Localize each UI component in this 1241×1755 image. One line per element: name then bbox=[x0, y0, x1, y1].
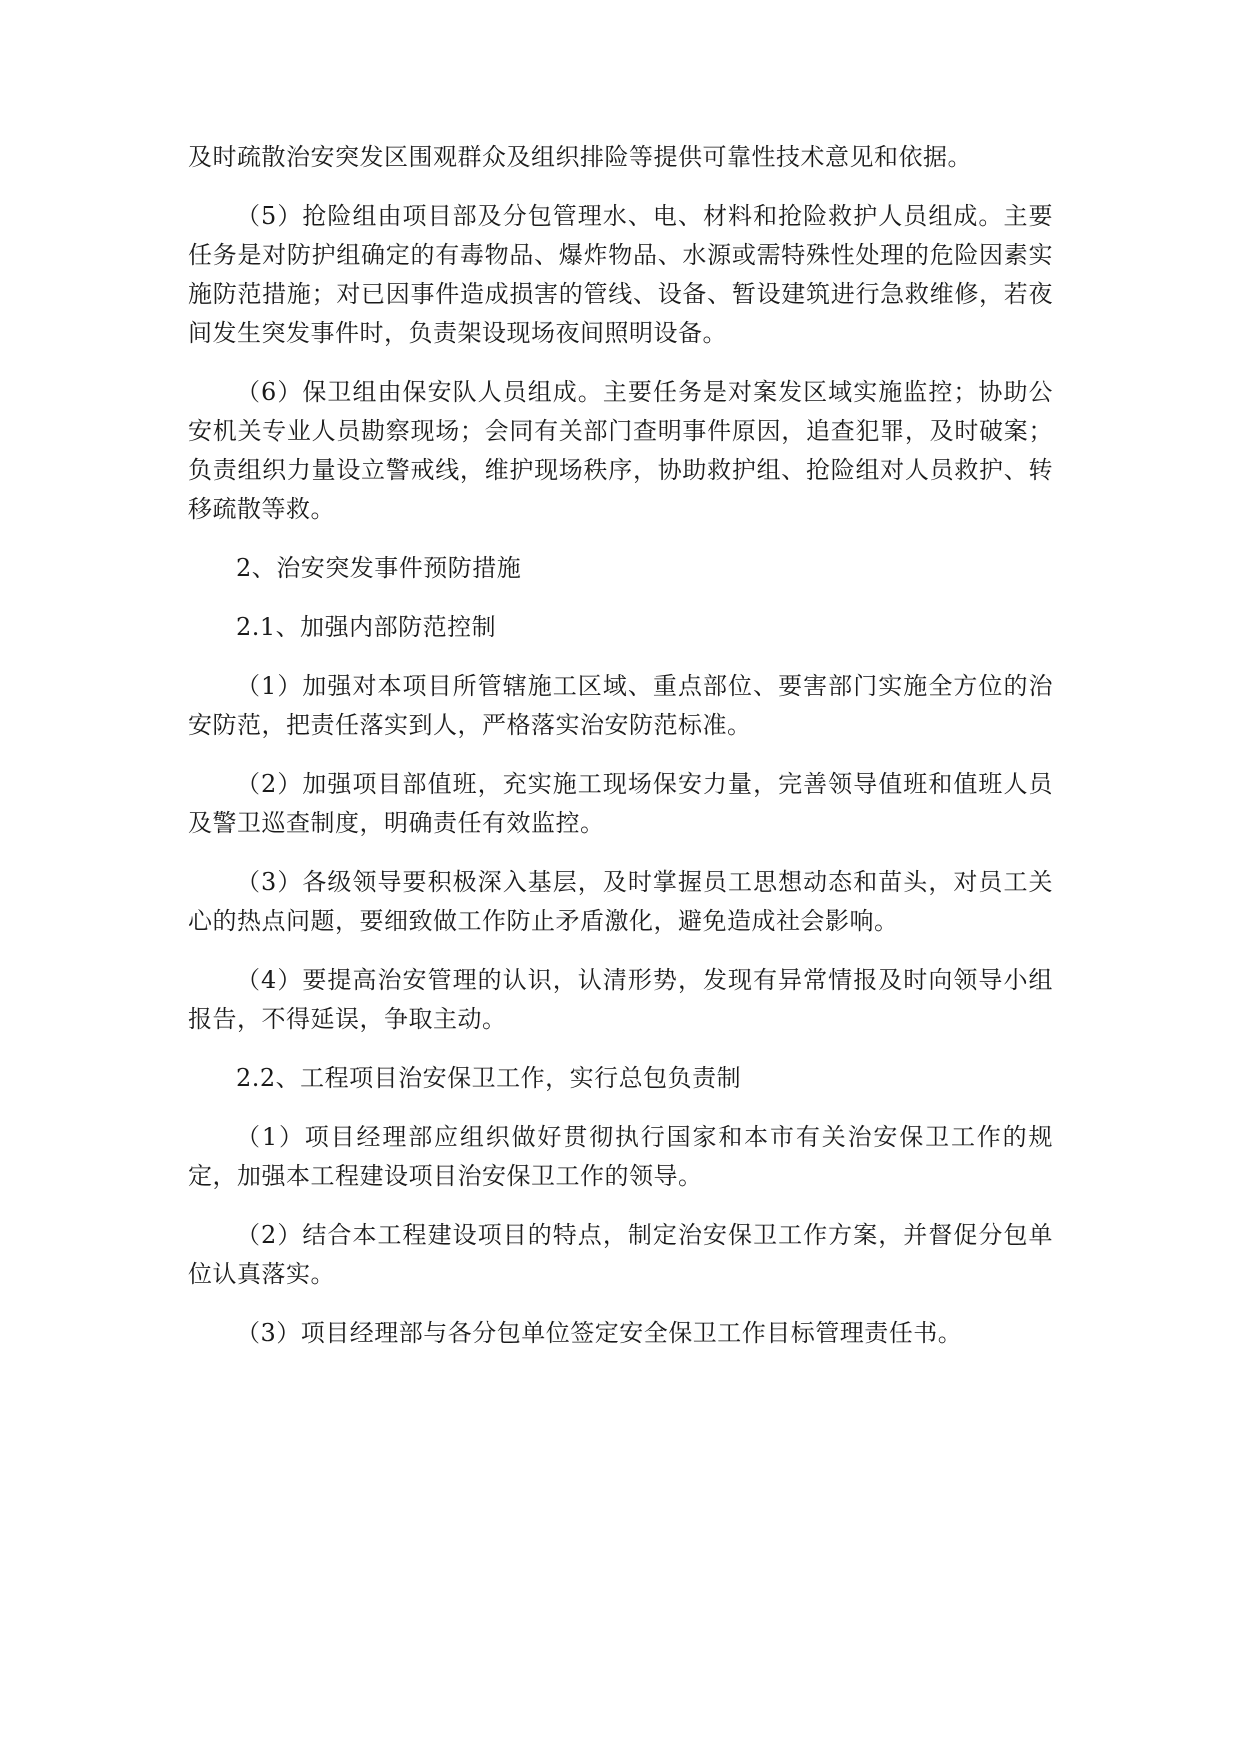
paragraph-2-2-item-2: （2）结合本工程建设项目的特点，制定治安保卫工作方案，并督促分包单位认真落实。 bbox=[188, 1221, 1053, 1288]
subsection-heading-2-2: 2.2、工程项目治安保卫工作，实行总包负责制 bbox=[236, 1064, 742, 1092]
paragraph-2-1-item-4: （4）要提高治安管理的认识，认清形势，发现有异常情报及时向领导小组报告，不得延误，争取主动。 bbox=[188, 966, 1053, 1033]
paragraph-2-2-item-3: （3）项目经理部与各分包单位签定安全保卫工作目标管理责任书。 bbox=[236, 1319, 963, 1347]
paragraph-item-5: （5）抢险组由项目部及分包管理水、电、材料和抢险救护人员组成。主要任务是对防护组确定的有毒物品、爆炸物品、水源或需特殊性处理的危险因素实施防范措施；对已因事件造成损害的管线、设备、暂设建筑进行急救维修，若夜间发生突发事件时，负责架设现场夜间照明设备。 bbox=[188, 202, 1053, 347]
section-heading-2: 2、治安突发事件预防措施 bbox=[236, 554, 522, 582]
paragraph-2-2-item-1: （1）项目经理部应组织做好贯彻执行国家和本市有关治安保卫工作的规定，加强本工程建设项目治安保卫工作的领导。 bbox=[188, 1123, 1053, 1190]
paragraph-item-6: （6）保卫组由保安队人员组成。主要任务是对案发区域实施监控；协助公安机关专业人员勘察现场；会同有关部门查明事件原因，追查犯罪，及时破案；负责组织力量设立警戒线，维护现场秩序，协助救护组、抢险组对人员救护、转移疏散等救。 bbox=[188, 378, 1053, 523]
document-body bbox=[188, 138, 1053, 1373]
paragraph-2-1-item-1: （1）加强对本项目所管辖施工区域、重点部位、要害部门实施全方位的治安防范，把责任落实到人，严格落实治安防范标准。 bbox=[188, 672, 1053, 739]
paragraph-2-1-item-3: （3）各级领导要积极深入基层，及时掌握员工思想动态和苗头，对员工关心的热点问题，要细致做工作防止矛盾激化，避免造成社会影响。 bbox=[188, 868, 1053, 935]
paragraph-continuation: 及时疏散治安突发区围观群众及组织排险等提供可靠性技术意见和依据。 bbox=[188, 143, 972, 171]
paragraph-2-1-item-2: （2）加强项目部值班，充实施工现场保安力量，完善领导值班和值班人员及警卫巡查制度，明确责任有效监控。 bbox=[188, 770, 1053, 837]
subsection-heading-2-1: 2.1、加强内部防范控制 bbox=[236, 613, 497, 641]
